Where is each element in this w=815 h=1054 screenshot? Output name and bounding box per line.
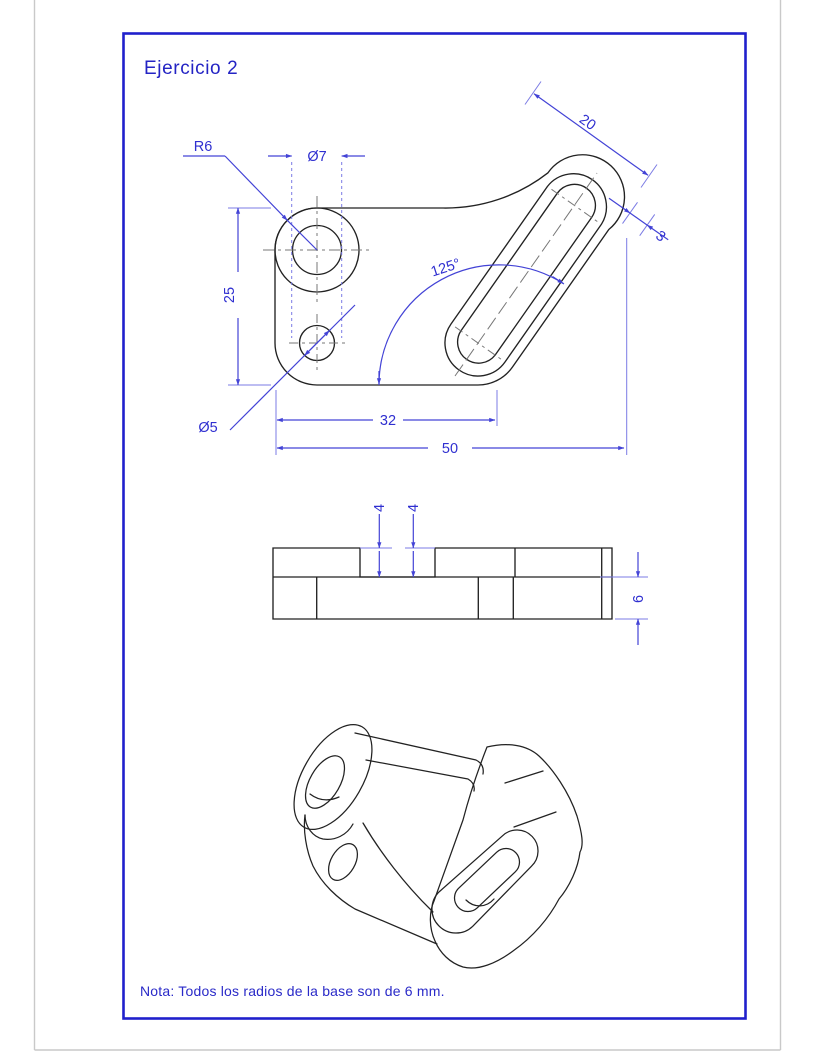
note-text: Nota: Todos los radios de la base son de 6 mm. — [140, 983, 445, 999]
front-dimension-lines — [379, 514, 638, 645]
iso-base-front-edge — [363, 823, 433, 912]
iso-small-hole — [323, 839, 364, 886]
front-extension-lines — [360, 548, 648, 619]
iso-boss-ellipse — [278, 712, 388, 842]
iso-top-strip-back — [355, 733, 483, 774]
iso-facet-line-2 — [514, 812, 556, 827]
dim-20: 20 — [576, 111, 599, 134]
iso-arm-outline — [430, 745, 582, 968]
dim-125: 125° — [429, 255, 463, 281]
dim-4-right: 4 — [406, 503, 422, 513]
dim-r6: R6 — [193, 139, 213, 155]
angle-arc — [379, 265, 564, 385]
dim-25: 25 — [222, 286, 238, 304]
plan-view — [183, 82, 668, 458]
iso-boss-wall — [305, 815, 353, 839]
dim-o5: Ø5 — [198, 420, 218, 436]
dim-32: 32 — [379, 413, 397, 429]
plan-dimension-labels — [194, 112, 669, 457]
dim-6: 6 — [631, 594, 647, 604]
dim-o7: Ø7 — [307, 149, 327, 165]
front-view — [273, 504, 648, 645]
drawing-frame — [124, 34, 746, 1019]
page-title: Ejercicio 2 — [144, 58, 239, 79]
iso-top-strip-front — [366, 760, 474, 791]
sheet-edges — [35, 0, 781, 1050]
front-part-outline — [273, 548, 612, 619]
dim-3: 3 — [652, 227, 669, 246]
plan-dimension-lines — [183, 94, 668, 448]
dim-50: 50 — [441, 441, 459, 457]
iso-pocket-obround — [432, 830, 538, 933]
dim-4-left: 4 — [372, 503, 388, 513]
iso-facet-line-1 — [505, 771, 543, 783]
iso-slot-obround — [454, 849, 519, 912]
iso-boss-hole — [298, 749, 353, 814]
iso-base-outline — [304, 815, 437, 944]
iso-view — [278, 712, 582, 968]
